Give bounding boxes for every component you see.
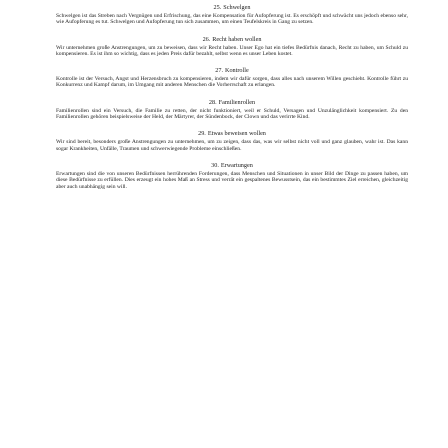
section-title: Erwartungen: [220, 161, 253, 169]
section-body: Familienrollen sind ein Versuch, die Familie zu retten, der nicht funktioniert, weil er Schuld, Versagen und Unzulänglichkeit kompensiert. Zu den Familienrollen gehören beispielsweise der Held, der Märtyrer, der Sündenbock, der Clown und das verirrte Kind.: [56, 107, 408, 121]
section-title: Etwas beweisen wollen: [207, 130, 266, 138]
section-number: 28.: [208, 98, 217, 106]
section-etwas-beweisen-wollen: [56, 130, 408, 152]
section-heading: [56, 4, 408, 11]
section-title: Familienrollen: [218, 98, 256, 106]
section-erwartungen: [56, 162, 408, 190]
section-number: 27.: [215, 67, 223, 75]
section-recht-haben-wollen: [56, 36, 408, 58]
section-title: Recht haben wollen: [212, 35, 262, 43]
section-title: Kontrolle: [225, 67, 249, 75]
section-heading: [56, 130, 408, 137]
section-number: 29.: [198, 130, 206, 138]
section-familienrollen: [56, 99, 408, 121]
section-number: 26.: [202, 35, 211, 43]
section-body: Erwartungen sind die von unseren Bedürfnissen herrührenden Forderungen, dass Menschen und Situationen in unser Bild der Dinge zu passen haben, um diese Bedürfnisse zu erfüllen. Dies erzeugt ein hohes Maß an Stress und verrät ein gespaltenes Bewusstsein, das ein bestimmtes Ziel erreichen, gleichzeitig aber auch unabhängig sein will.: [56, 170, 408, 190]
section-title: Schwelgen: [223, 4, 251, 11]
section-body: Schwelgen ist das Streben nach Vergnügen und Erfrischung, das eine Kompensation für Aufopferung ist. Es erschöpft und schwächt uns jedoch ebenso sehr, wie Aufopferung es tut. Schwelgen und Aufopferung tun sich zusammen, um einen Teufelskreis in Gang zu setzen.: [56, 13, 408, 26]
section-kontrolle: [56, 67, 408, 89]
section-heading: [56, 162, 408, 169]
section-number: 30.: [211, 161, 219, 169]
section-heading: [56, 36, 408, 43]
section-heading: [56, 67, 408, 74]
section-body: Wir sind bereit, besonders große Anstrengungen zu unternehmen, um zu zeigen, dass das, was wir selbst nicht voll und ganz glauben, wahr ist. Das kann sogar Krankheiten, Unfälle, Traumen und schwerwiegende Probleme einschließen.: [56, 139, 408, 152]
section-body: Wir unternehmen große Anstrengungen, um zu beweisen, dass wir Recht haben. Unser Ego hat ein tiefes Bedürfnis danach, Recht zu haben, um Schuld zu kompensieren. Es ist ihm so wichtig, dass es jeden Preis dafür bezahlt, selbst wenn es unser Leben kostet.: [56, 44, 408, 57]
section-number: 25.: [213, 4, 222, 11]
section-schwelgen: [56, 4, 408, 26]
section-heading: [56, 99, 408, 106]
section-body: Kontrolle ist der Versuch, Angst und Herzensbruch zu kompensieren, indem wir dafür sorgen, dass alles nach unserem Willen geschieht. Kontrolle führt zu Konkurrenz und Kampf darum, im Umgang mit anderen Menschen die Vorherrschaft zu erlangen.: [56, 76, 408, 89]
